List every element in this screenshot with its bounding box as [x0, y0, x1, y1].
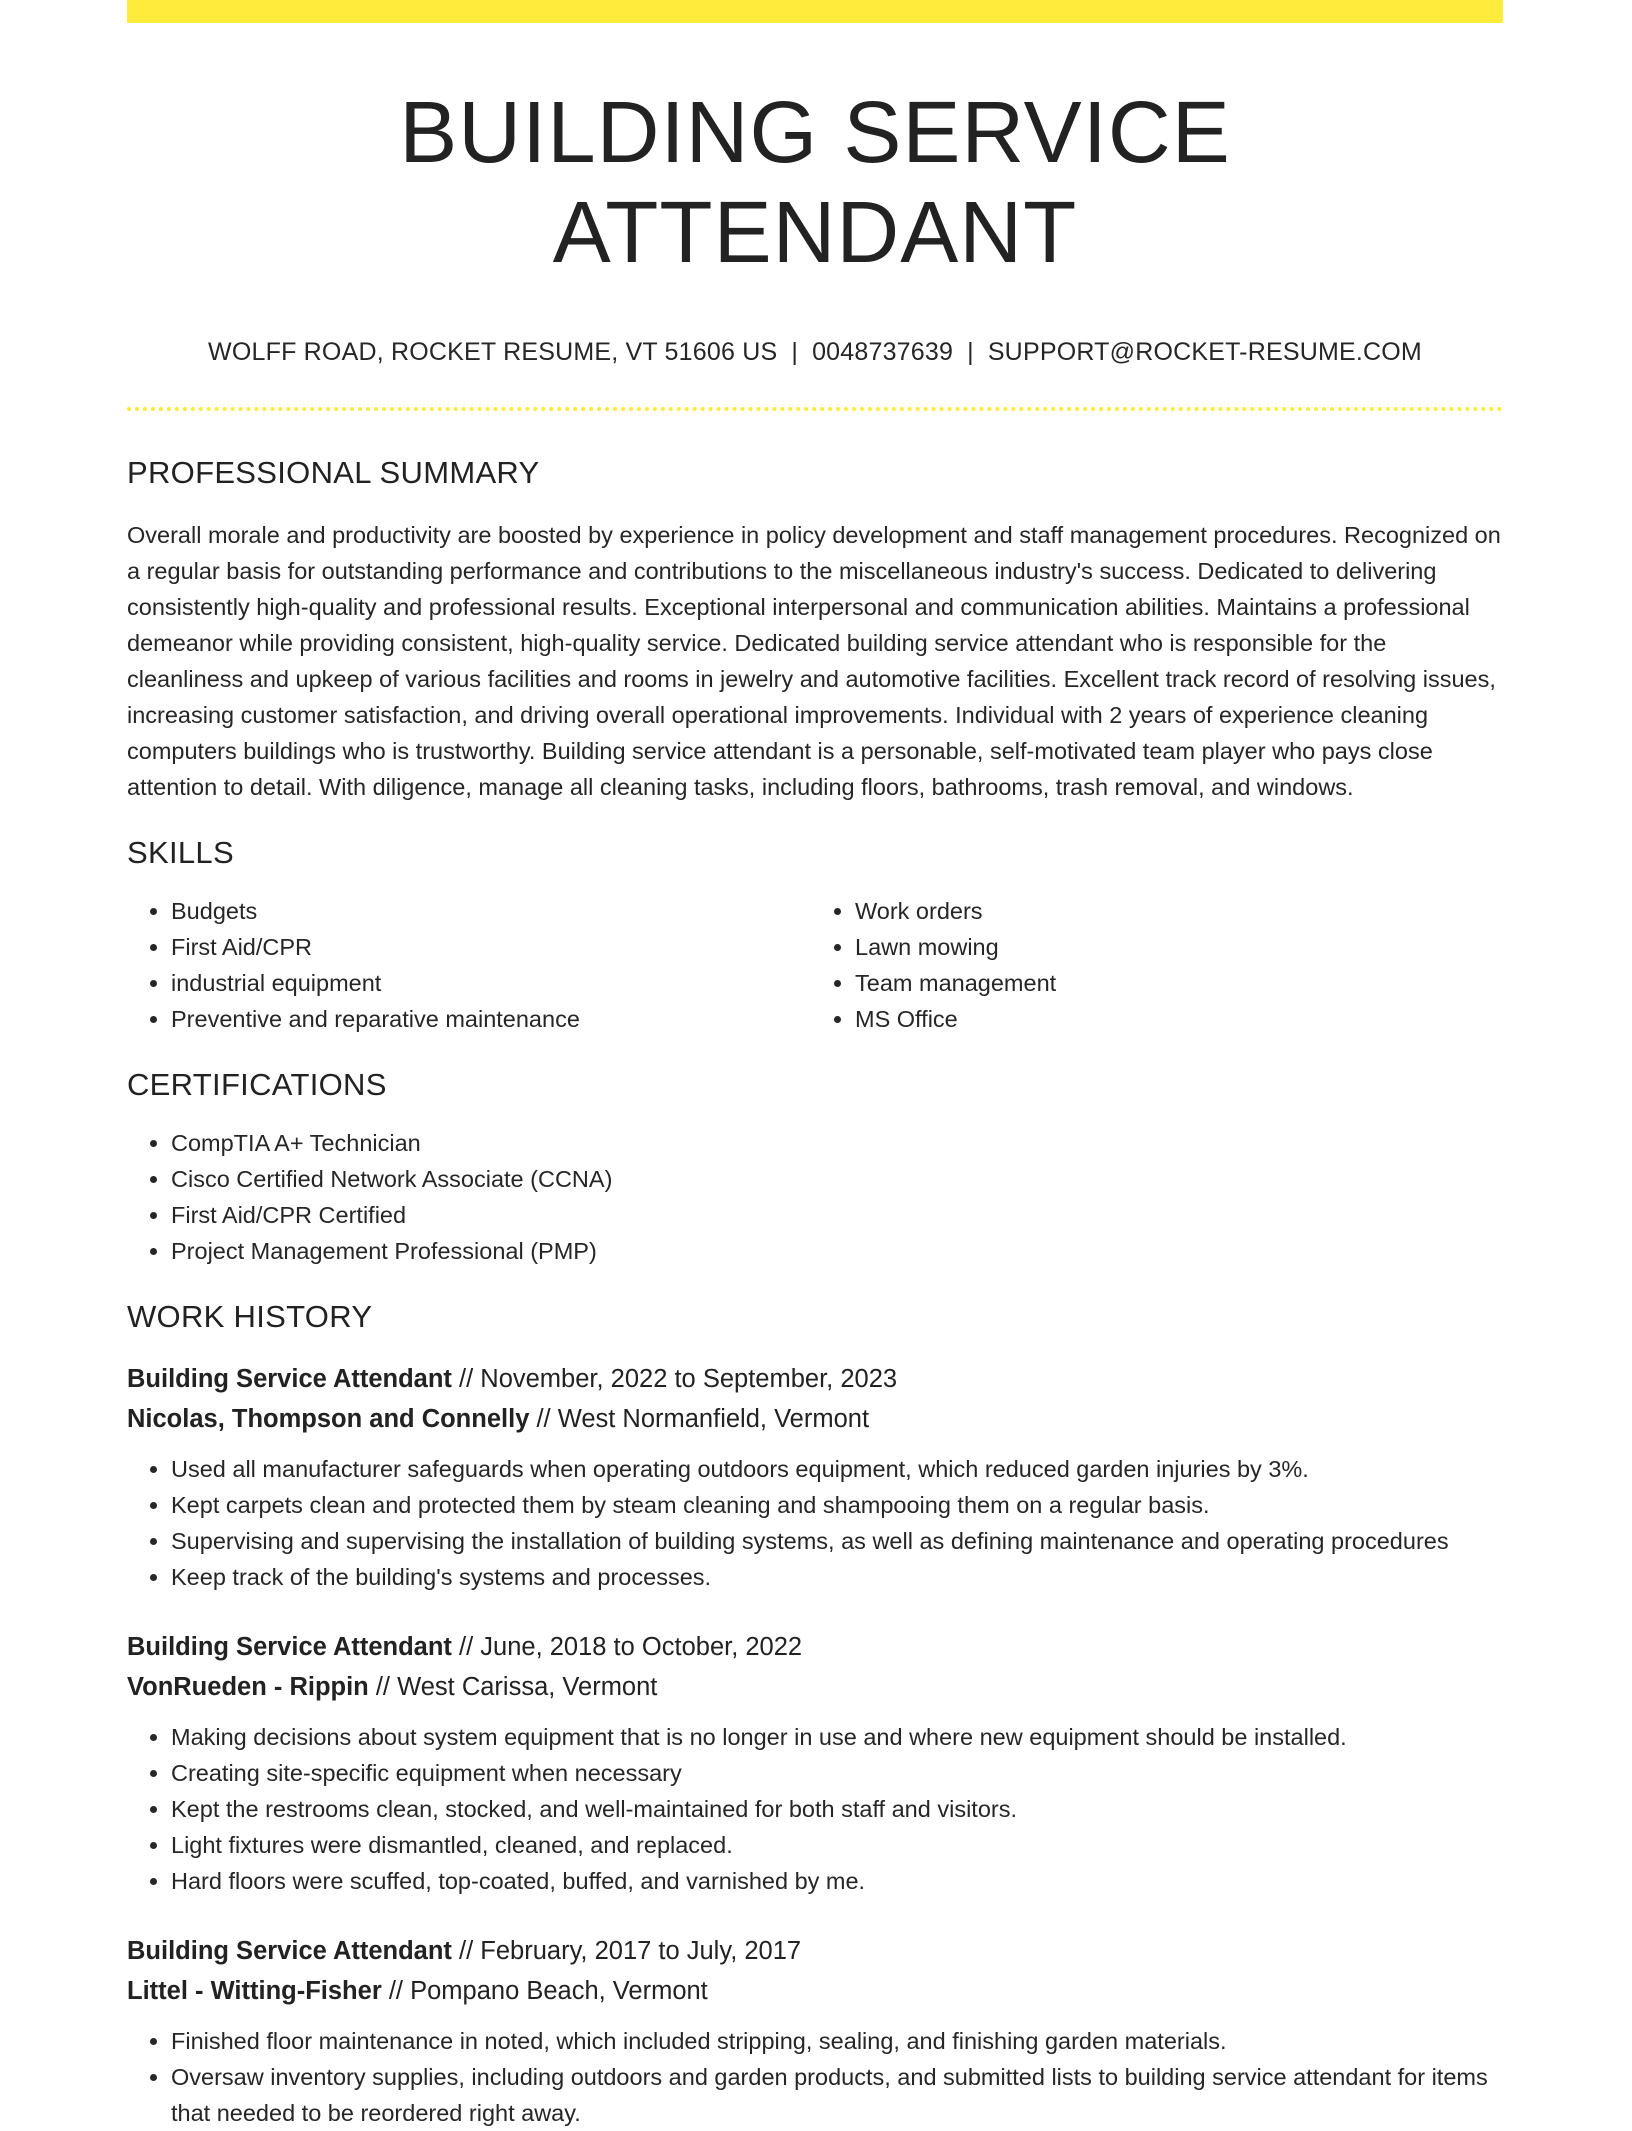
accent-top-bar — [127, 0, 1503, 23]
job-duty: • Making decisions about system equipment that is no longer in use and where new equipment should be installed. — [171, 1719, 1503, 1755]
job-duty: • Supervising and supervising the installation of building systems, as well as defining maintenance and operating procedures — [171, 1523, 1503, 1559]
job-duty: • Kept the restrooms clean, stocked, and well-maintained for both staff and visitors. — [171, 1791, 1503, 1827]
job-dates: // November, 2022 to September, 2023 — [451, 1365, 898, 1394]
job-duty: • Hard floors were scuffed, top-coated, buffed, and varnished by me. — [171, 1863, 1503, 1899]
job-entry — [127, 1627, 1503, 1899]
contact-line — [127, 338, 1503, 367]
job-location: // West Carissa, Vermont — [368, 1673, 658, 1702]
skill-item: • MS Office — [855, 1001, 1489, 1037]
summary-text: Overall morale and productivity are boosted by experience in policy development and staff management procedures. Recognized on a regular basis for outstanding performance and contributions to the miscellaneous industry's success. Dedicated to delivering consistently high-quality and professional results. Exceptional interpersonal and communication abilities. Maintains a professional demeanor while providing consistent, high-quality service. Dedicated building service attendant who is responsible for the cleanliness and upkeep of various facilities and rooms in jewelry and automotive facilities. Excellent track record of resolving issues, increasing customer satisfaction, and driving overall operational improvements. Individual with 2 years of experience cleaning computers buildings who is trustworthy. Building service attendant is a personable, self-motivated team player who pays close attention to detail. With diligence, manage all cleaning tasks, including floors, bathrooms, trash removal, and windows. — [127, 522, 1501, 801]
skills-column-right — [805, 893, 1489, 1037]
certification-item: • Project Management Professional (PMP) — [171, 1233, 1503, 1269]
job-duty: • Keep track of the building's systems and processes. — [171, 1559, 1503, 1595]
job-company-line — [127, 1399, 1503, 1439]
job-company: VonRueden - Rippin — [127, 1673, 369, 1702]
job-duties-list — [127, 2023, 1503, 2131]
skill-item: • Team management — [855, 965, 1489, 1001]
job-duties-list — [127, 1719, 1503, 1899]
job-location: // West Normanfield, Vermont — [529, 1405, 870, 1434]
job-company-line — [127, 1667, 1503, 1707]
job-role-line — [127, 1359, 1503, 1399]
certifications-list — [127, 1125, 1503, 1269]
certifications-heading: CERTIFICATIONS — [127, 1067, 387, 1103]
job-duty: • Finished floor maintenance in noted, which included stripping, sealing, and finishing garden materials. — [171, 2023, 1503, 2059]
certification-item: • Cisco Certified Network Associate (CCNA) — [171, 1161, 1503, 1197]
skills-column-left — [127, 893, 805, 1037]
skill-item: • Work orders — [855, 893, 1489, 929]
job-company: Littel - Witting-Fisher — [127, 1977, 382, 2006]
skills-heading: SKILLS — [127, 835, 234, 871]
job-dates: // February, 2017 to July, 2017 — [451, 1937, 802, 1966]
skills-list — [127, 893, 1503, 1037]
skill-item: • Budgets — [171, 893, 805, 929]
job-role: Building Service Attendant — [127, 1937, 452, 1966]
dotted-divider — [127, 407, 1503, 411]
job-duty: • Used all manufacturer safeguards when operating outdoors equipment, which reduced garden injuries by 3%. — [171, 1451, 1503, 1487]
work-history-heading: WORK HISTORY — [127, 1299, 373, 1335]
contact-address: WOLFF ROAD, ROCKET RESUME, VT 51606 US — [208, 338, 778, 367]
candidate-title: BUILDING SERVICE ATTENDANT — [399, 84, 1231, 282]
job-dates: // June, 2018 to October, 2022 — [451, 1633, 803, 1662]
job-company: Nicolas, Thompson and Connelly — [127, 1405, 530, 1434]
job-duties-list — [127, 1451, 1503, 1595]
contact-email: SUPPORT@ROCKET-RESUME.COM — [987, 338, 1422, 367]
summary-heading: PROFESSIONAL SUMMARY — [127, 455, 540, 491]
job-company-line — [127, 1971, 1503, 2011]
job-role: Building Service Attendant — [127, 1633, 452, 1662]
job-duty: • Light fixtures were dismantled, cleaned, and replaced. — [171, 1827, 1503, 1863]
job-duty: • Kept carpets clean and protected them by steam cleaning and shampooing them on a regular basis. — [171, 1487, 1503, 1523]
contact-separator: | — [791, 338, 799, 367]
contact-phone: 0048737639 — [812, 338, 954, 367]
job-role: Building Service Attendant — [127, 1365, 452, 1394]
skill-item: • industrial equipment — [171, 965, 805, 1001]
skill-item: • First Aid/CPR — [171, 929, 805, 965]
certification-item: • First Aid/CPR Certified — [171, 1197, 1503, 1233]
job-duty: • Oversaw inventory supplies, including outdoors and garden products, and submitted lists to building service attendant for items that needed to be reordered right away. — [171, 2059, 1503, 2131]
certification-item: • CompTIA A+ Technician — [171, 1125, 1503, 1161]
skill-item: • Lawn mowing — [855, 929, 1489, 965]
job-duty: • Creating site-specific equipment when necessary — [171, 1755, 1503, 1791]
skill-item: • Preventive and reparative maintenance — [171, 1001, 805, 1037]
job-location: // Pompano Beach, Vermont — [381, 1977, 708, 2006]
job-role-line — [127, 1627, 1503, 1667]
resume-page — [127, 0, 1503, 2131]
contact-separator: | — [967, 338, 974, 367]
job-role-line — [127, 1931, 1503, 1971]
job-entry — [127, 1931, 1503, 2131]
job-entry — [127, 1359, 1503, 1595]
